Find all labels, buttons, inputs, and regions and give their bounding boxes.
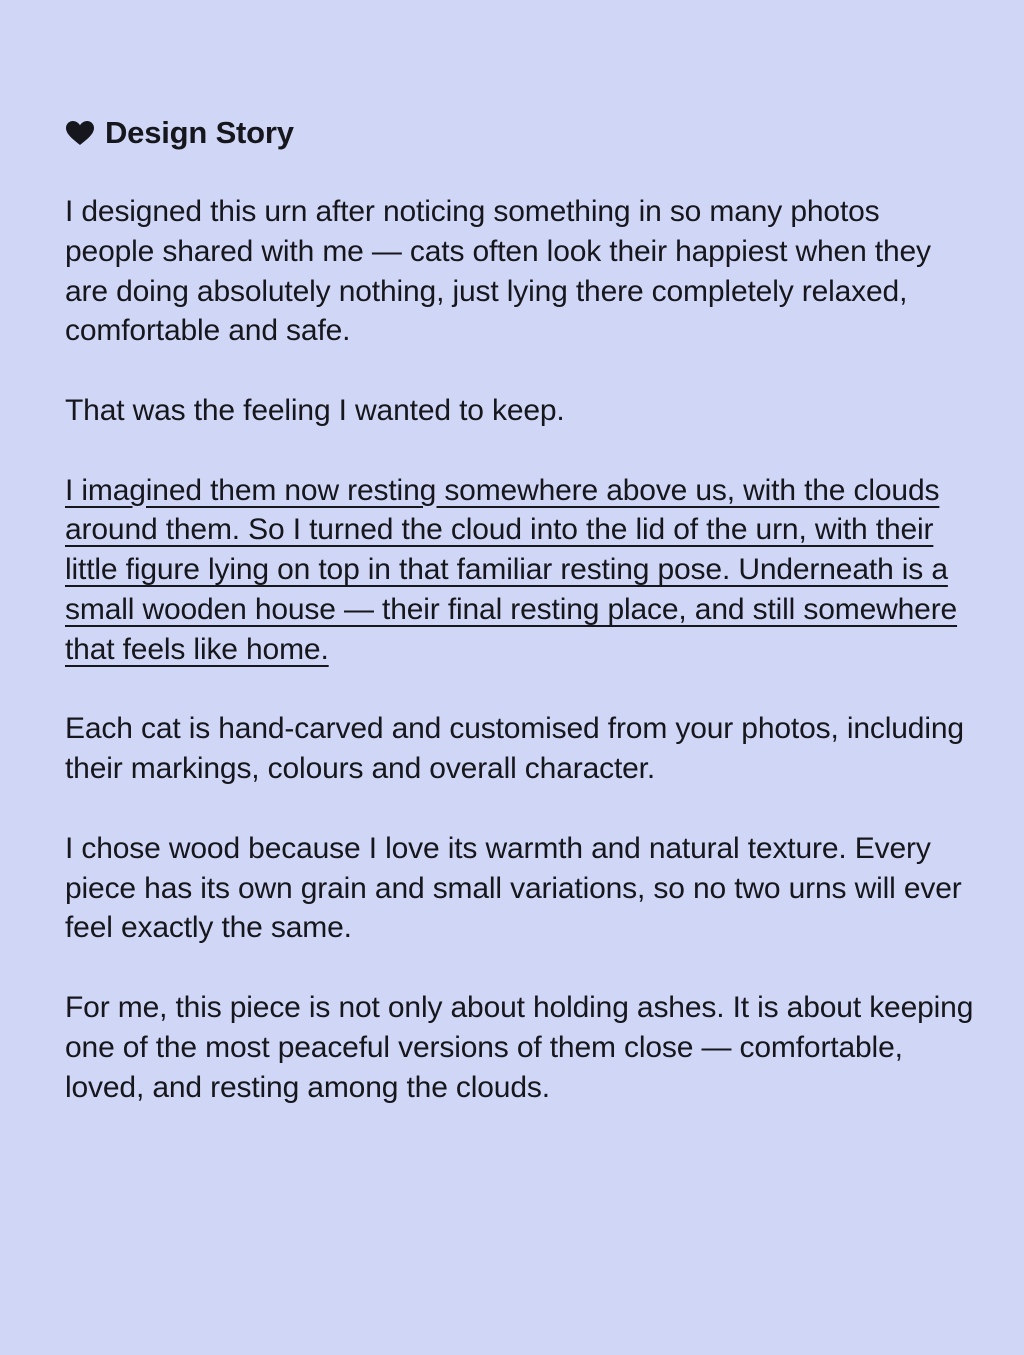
story-paragraph-closing: For me, this piece is not only about holding ashes. It is about keeping one of the most peaceful versions of them close — comfortable, loved, and resting among the clouds. [65, 990, 974, 1104]
story-paragraph-intro: I designed this urn after noticing something in so many photos people shared with me — cats often look their happiest when they are doing absolutely nothing, just lying there completely relaxed, comfortable and safe. [65, 195, 931, 348]
story-paragraph-handcarved: Each cat is hand-carved and customised from your photos, including their markings, colours and overall character. [65, 712, 964, 786]
section-heading [65, 112, 964, 154]
story-paragraph-wood: I chose wood because I love its warmth and natural texture. Every piece has its own grain and small variations, so no two urns will ever feel exactly the same. [65, 831, 962, 945]
heart-icon [65, 120, 95, 146]
story-paragraph-clouds: I imagined them now resting somewhere above us, with the clouds around them. So I turned the cloud into the lid of the urn, with their little figure lying on top in that familiar resting pose. Underneath is a small wooden house — their final resting place, and still somewhere that feels like home. [65, 473, 958, 666]
section-title: Design Story [105, 115, 294, 150]
story-body [65, 192, 975, 1107]
story-paragraph-feeling: That was the feeling I wanted to keep. [65, 393, 565, 427]
